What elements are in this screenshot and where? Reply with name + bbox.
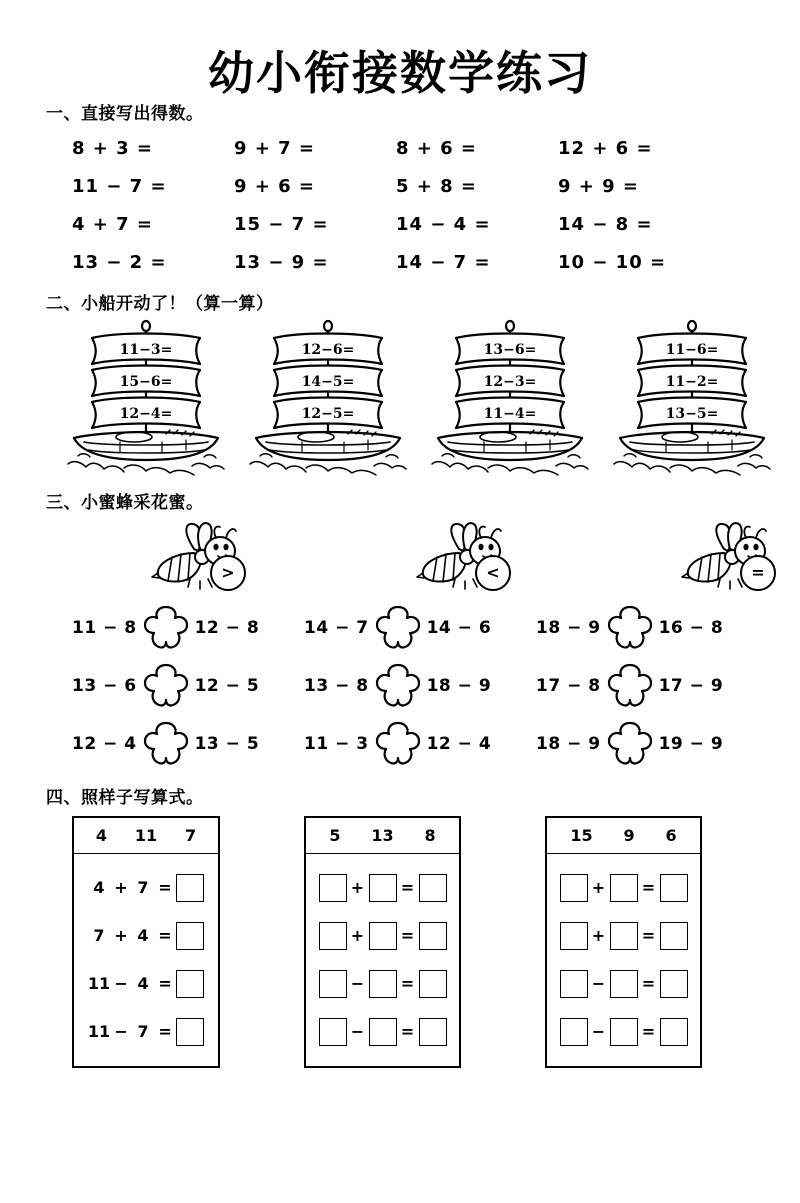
flower-answer-blank[interactable] xyxy=(141,661,191,711)
equation-box-header xyxy=(306,818,459,854)
operand-b: 7 xyxy=(137,1022,149,1042)
equation-row xyxy=(74,864,218,912)
arithmetic-problem: 14 − 8 = xyxy=(558,213,653,235)
comparison-left-expression: 13 − 8 xyxy=(304,675,369,696)
comparison-right-expression: 18 − 9 xyxy=(426,675,492,696)
comparison-right-expression: 16 − 8 xyxy=(658,617,724,638)
operator-symbol: + xyxy=(350,926,365,946)
arithmetic-problem: 12 + 6 = xyxy=(558,137,653,159)
comparison-right-expression: 17 − 9 xyxy=(658,675,724,696)
answer-blank-box[interactable] xyxy=(660,970,688,998)
comparison-right-expression: 13 − 5 xyxy=(194,733,260,754)
answer-blank-box[interactable] xyxy=(419,922,447,950)
comparison-left-expression: 18 − 9 xyxy=(536,617,601,638)
section-write-equations xyxy=(0,783,800,1068)
arithmetic-problem: 9 + 6 = xyxy=(234,175,316,197)
arithmetic-problem: 5 + 8 = xyxy=(396,175,478,197)
sail-equation: 15−6= xyxy=(119,373,173,390)
boat-illustration xyxy=(62,318,230,478)
equation-row xyxy=(306,960,459,1008)
flower-answer-blank[interactable] xyxy=(605,603,655,653)
operator-symbol: − xyxy=(350,1022,365,1042)
answer-blank-box[interactable] xyxy=(176,970,204,998)
operand-b: 4 xyxy=(137,926,149,946)
comparison-item xyxy=(72,661,304,711)
equation-row xyxy=(547,912,700,960)
section-4-heading: 四、照样子写算式。 xyxy=(46,787,204,808)
comparison-left-expression: 12 − 4 xyxy=(72,733,137,754)
equation-box-body xyxy=(306,854,459,1066)
boat-illustration xyxy=(244,318,412,478)
operand-a: 11 xyxy=(87,974,111,994)
operand-b: 7 xyxy=(137,878,149,898)
flower-answer-blank[interactable] xyxy=(373,719,423,769)
sail-equation: 13−6= xyxy=(483,341,537,358)
answer-blank-box[interactable] xyxy=(369,970,397,998)
boat-illustration xyxy=(426,318,594,478)
bee-illustration xyxy=(680,519,790,597)
comparison-item xyxy=(304,661,536,711)
operator-symbol: + xyxy=(591,878,606,898)
equation-row xyxy=(74,912,218,960)
answer-blank-box[interactable] xyxy=(660,1018,688,1046)
equals-symbol: = xyxy=(641,974,656,994)
comparison-left-expression: 14 − 7 xyxy=(304,617,369,638)
answer-blank-box[interactable] xyxy=(419,1018,447,1046)
sail-equation: 11−3= xyxy=(119,341,173,358)
equation-box-body xyxy=(547,854,700,1066)
comparison-left-expression: 18 − 9 xyxy=(536,733,601,754)
equation-writing-box xyxy=(304,816,461,1068)
arithmetic-problem: 8 + 3 = xyxy=(72,137,154,159)
operand-a: 7 xyxy=(93,926,105,946)
operator-symbol: − xyxy=(591,974,606,994)
comparison-item xyxy=(536,719,768,769)
comparison-item xyxy=(72,603,304,653)
arithmetic-problem: 9 + 7 = xyxy=(234,137,316,159)
header-number: 13 xyxy=(371,825,394,845)
comparison-grid xyxy=(0,603,800,769)
bee-comparison-sign: < xyxy=(486,563,500,583)
comparison-right-expression: 14 − 6 xyxy=(426,617,492,638)
answer-blank-box[interactable] xyxy=(660,922,688,950)
answer-blank-box[interactable] xyxy=(419,970,447,998)
answer-blank-box[interactable] xyxy=(176,922,204,950)
answer-blank-box[interactable] xyxy=(176,1018,204,1046)
operand-a: 4 xyxy=(93,878,105,898)
equation-row xyxy=(306,1008,459,1056)
equals-symbol: = xyxy=(641,926,656,946)
arithmetic-problem: 13 − 2 = xyxy=(72,251,167,273)
comparison-left-expression: 13 − 6 xyxy=(72,675,137,696)
equation-writing-box xyxy=(72,816,220,1068)
equals-symbol: = xyxy=(641,878,656,898)
sail-equation: 11−2= xyxy=(665,373,719,390)
answer-blank-box[interactable] xyxy=(610,922,638,950)
answer-blank-box[interactable] xyxy=(369,874,397,902)
flower-answer-blank[interactable] xyxy=(605,719,655,769)
comparison-item xyxy=(536,603,768,653)
equation-box-body xyxy=(74,854,218,1066)
section-2-heading: 二、小船开动了！（算一算） xyxy=(46,293,274,314)
arithmetic-problem: 15 − 7 = xyxy=(234,213,329,235)
answer-blank-box[interactable] xyxy=(176,874,204,902)
answer-blank-box[interactable] xyxy=(319,970,347,998)
header-number: 6 xyxy=(665,825,677,845)
section-bees xyxy=(0,488,800,769)
answer-blank-box[interactable] xyxy=(369,922,397,950)
equation-row xyxy=(547,864,700,912)
equation-box-header xyxy=(74,818,218,854)
equation-row xyxy=(306,912,459,960)
equals-symbol: = xyxy=(400,926,415,946)
header-number: 7 xyxy=(184,825,197,845)
operator-symbol: + xyxy=(114,926,128,946)
operand-a: 11 xyxy=(87,1022,111,1042)
answer-blank-box[interactable] xyxy=(560,1018,588,1046)
equation-row xyxy=(547,960,700,1008)
section-3-heading: 三、小蜜蜂采花蜜。 xyxy=(46,492,204,513)
answer-blank-box[interactable] xyxy=(419,874,447,902)
operator-symbol: − xyxy=(114,974,128,994)
answer-blank-box[interactable] xyxy=(560,922,588,950)
write-equation-boxes-row xyxy=(0,816,800,1068)
arithmetic-problem: 13 − 9 = xyxy=(234,251,329,273)
equation-box-header xyxy=(547,818,700,854)
sail-equation: 12−4= xyxy=(119,405,173,422)
answer-blank-box[interactable] xyxy=(660,874,688,902)
header-number: 15 xyxy=(570,825,593,845)
page-title: 幼小衔接数学练习 xyxy=(208,46,592,100)
flower-answer-blank[interactable] xyxy=(373,603,423,653)
comparison-right-expression: 12 − 5 xyxy=(194,675,260,696)
arithmetic-problem: 14 − 4 = xyxy=(396,213,491,235)
comparison-item xyxy=(536,661,768,711)
equation-writing-box xyxy=(545,816,702,1068)
arithmetic-problem-grid xyxy=(0,138,800,273)
header-number: 5 xyxy=(329,825,341,845)
section-direct-answers xyxy=(0,99,800,273)
operator-symbol: − xyxy=(350,974,365,994)
answer-blank-box[interactable] xyxy=(319,922,347,950)
equals-symbol: = xyxy=(400,974,415,994)
flower-answer-blank[interactable] xyxy=(605,661,655,711)
comparison-left-expression: 11 − 3 xyxy=(304,733,369,754)
comparison-item xyxy=(304,719,536,769)
boat-illustration xyxy=(608,318,776,478)
arithmetic-problem: 4 + 7 = xyxy=(72,213,154,235)
arithmetic-problem: 9 + 9 = xyxy=(558,175,640,197)
equation-row xyxy=(74,960,218,1008)
answer-blank-box[interactable] xyxy=(369,1018,397,1046)
comparison-left-expression: 17 − 8 xyxy=(536,675,601,696)
equation-row xyxy=(74,1008,218,1056)
sail-equation: 11−6= xyxy=(665,341,719,358)
equals-symbol: = xyxy=(641,1022,656,1042)
equals-symbol: = xyxy=(400,1022,415,1042)
section-1-heading: 一、直接写出得数。 xyxy=(46,103,204,124)
answer-blank-box[interactable] xyxy=(319,1018,347,1046)
bees-row xyxy=(0,519,800,597)
answer-blank-box[interactable] xyxy=(560,874,588,902)
arithmetic-problem: 10 − 10 = xyxy=(558,251,667,273)
answer-blank-box[interactable] xyxy=(610,1018,638,1046)
sail-equation: 12−3= xyxy=(483,373,537,390)
bee-comparison-sign: > xyxy=(221,563,235,583)
answer-blank-box[interactable] xyxy=(319,874,347,902)
arithmetic-problem: 8 + 6 = xyxy=(396,137,478,159)
sail-equation: 12−6= xyxy=(301,341,355,358)
bee-illustration xyxy=(150,519,260,597)
comparison-right-expression: 12 − 4 xyxy=(426,733,492,754)
operator-symbol: + xyxy=(591,926,606,946)
sail-equation: 11−4= xyxy=(483,405,537,422)
equals-symbol: = xyxy=(158,1022,172,1042)
operator-symbol: − xyxy=(114,1022,128,1042)
bee-illustration xyxy=(415,519,525,597)
bee-comparison-sign: = xyxy=(751,563,765,583)
header-number: 8 xyxy=(424,825,436,845)
operator-symbol: + xyxy=(350,878,365,898)
equals-symbol: = xyxy=(158,878,172,898)
section-boats xyxy=(0,289,800,478)
answer-blank-box[interactable] xyxy=(610,970,638,998)
comparison-right-expression: 12 − 8 xyxy=(194,617,260,638)
sail-equation: 13−5= xyxy=(665,405,719,422)
operator-symbol: − xyxy=(591,1022,606,1042)
comparison-left-expression: 11 − 8 xyxy=(72,617,137,638)
sail-equation: 14−5= xyxy=(301,373,355,390)
equation-row xyxy=(306,864,459,912)
boats-row xyxy=(0,318,800,478)
equation-row xyxy=(547,1008,700,1056)
header-number: 9 xyxy=(623,825,635,845)
operand-b: 4 xyxy=(137,974,149,994)
header-number: 4 xyxy=(95,825,108,845)
operator-symbol: + xyxy=(114,878,128,898)
answer-blank-box[interactable] xyxy=(610,874,638,902)
comparison-item xyxy=(304,603,536,653)
flower-answer-blank[interactable] xyxy=(141,603,191,653)
header-number: 11 xyxy=(134,825,158,845)
flower-answer-blank[interactable] xyxy=(141,719,191,769)
comparison-item xyxy=(72,719,304,769)
equals-symbol: = xyxy=(158,926,172,946)
equals-symbol: = xyxy=(158,974,172,994)
sail-equation: 12−5= xyxy=(301,405,355,422)
comparison-right-expression: 19 − 9 xyxy=(658,733,724,754)
flower-answer-blank[interactable] xyxy=(373,661,423,711)
arithmetic-problem: 14 − 7 = xyxy=(396,251,491,273)
answer-blank-box[interactable] xyxy=(560,970,588,998)
arithmetic-problem: 11 − 7 = xyxy=(72,175,167,197)
equals-symbol: = xyxy=(400,878,415,898)
